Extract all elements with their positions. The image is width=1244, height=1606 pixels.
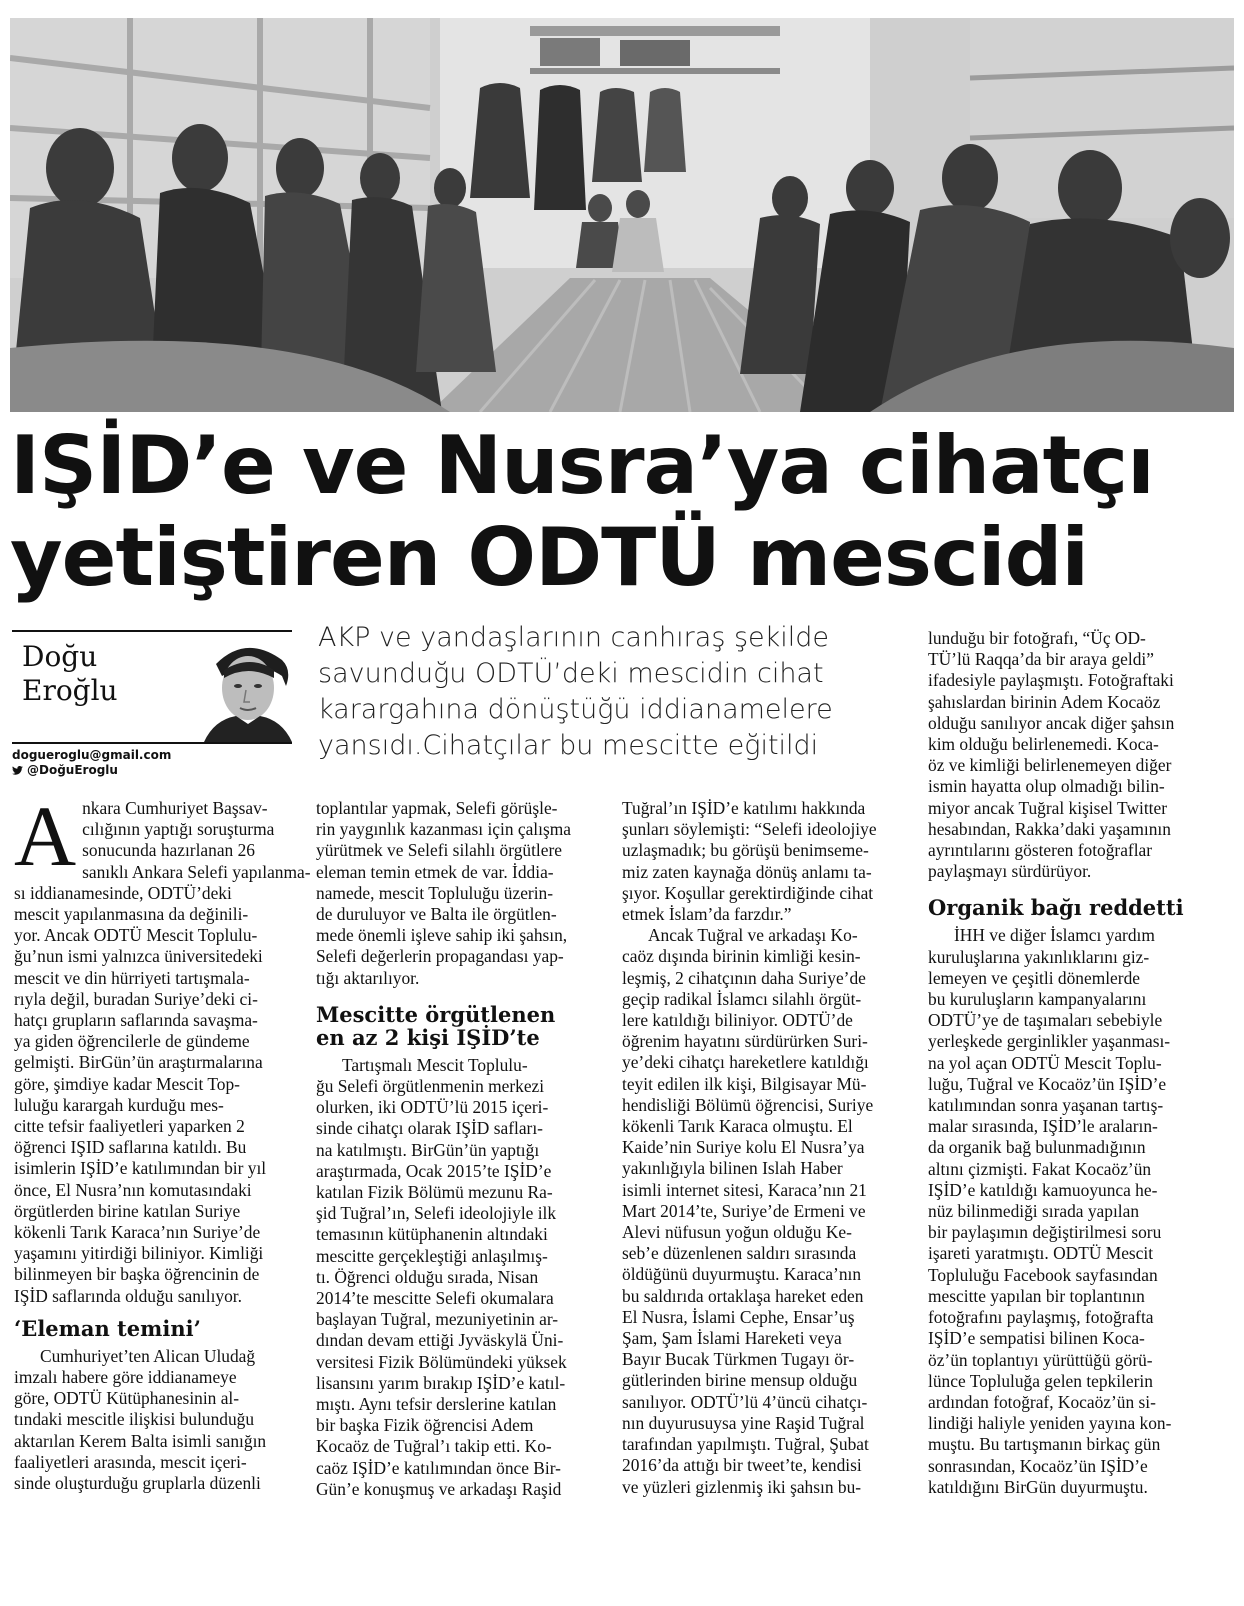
text-line: sonucunda hazırlanan 26 bbox=[82, 840, 255, 861]
text-line: ğu Selefi örgütlenmenin merkezi bbox=[316, 1076, 545, 1097]
text-line: miz zaten kaynağa dönüş anlamı ta- bbox=[622, 861, 872, 882]
text-line: Tuğral’ın IŞİD’e katılımı hakkında bbox=[622, 798, 866, 818]
column-4-body bbox=[928, 628, 1218, 882]
text-line: lemeyen ve çeşitli dönemlerde bbox=[928, 967, 1140, 988]
author-portrait bbox=[196, 634, 300, 742]
byline-rule bbox=[12, 630, 292, 632]
text-line: bir paylaşımın değiştirilmesi soru bbox=[928, 1222, 1162, 1243]
text-line: olurken, iki ODTÜ’lü 2015 içeri- bbox=[316, 1097, 549, 1118]
subhead-organik-bag: Organik bağı reddetti bbox=[928, 895, 1184, 921]
text-line: lunduğu bir fotoğrafı, “Üç OD- bbox=[928, 628, 1146, 648]
text-line: etmek İslam’da farzdır.” bbox=[622, 904, 792, 925]
text-line: örgütlerden birine katılan Suriye bbox=[14, 1200, 241, 1221]
text-line: rin yaygınlık kazanması için çalışma bbox=[316, 819, 571, 840]
text-line: ğu’nun ismi yalnızca üniversitedeki bbox=[14, 946, 263, 967]
subhead-eleman-temini: ‘Eleman temini’ bbox=[14, 1315, 201, 1341]
text-line: Ancak Tuğral ve arkadaşı Ko- bbox=[648, 925, 858, 946]
text-line: 2016’da attığı bir tweet’te, kendisi bbox=[622, 1455, 862, 1476]
text-line: lünce Topluluğa gelen tepkilerin bbox=[928, 1370, 1153, 1391]
text-line: isimli internet sitesi, Karaca’nın 21 bbox=[622, 1179, 867, 1200]
mosque-photo-illustration bbox=[10, 18, 1234, 412]
text-line: muştu. Bu tartışmanın birkaç gün bbox=[928, 1434, 1161, 1455]
text-line: kökenli Tarık Karaca’nın Suriye’de bbox=[14, 1222, 261, 1243]
text-line: TÜ’lü Raqqa’da bir araya geldi” bbox=[928, 649, 1154, 670]
text-line: hatçı grupların saflarında savaşma- bbox=[14, 1010, 258, 1031]
column-2-body-2 bbox=[316, 1055, 602, 1500]
text-line: öz’ün toplantıyı yürüttüğü görü- bbox=[928, 1349, 1153, 1370]
text-line: nın duyurusuysa yine Raşid Tuğral bbox=[622, 1412, 865, 1433]
text-line: tarafından yapılmıştı. Tuğral, Şubat bbox=[622, 1434, 869, 1455]
author-first-name: Doğu bbox=[22, 640, 98, 673]
text-line: tı. Öğrenci olduğu sırada, Nisan bbox=[316, 1266, 539, 1287]
text-line: malar sırasında, IŞİD’le araların- bbox=[928, 1116, 1158, 1137]
text-line: sanıklı Ankara Selefi yapılanma- bbox=[82, 861, 311, 882]
text-line: öğrenim hayatını sürdürürken Suri- bbox=[622, 1031, 868, 1052]
text-line: da organik bağ bulunmadığının bbox=[928, 1137, 1146, 1158]
text-line: mıştı. Aynı tefsir derslerine katılan bbox=[316, 1394, 557, 1415]
text-line: katılımından sonra yaşanan tartış- bbox=[928, 1095, 1164, 1116]
text-line: tındaki mescitle ilişkisi bulunduğu bbox=[14, 1409, 255, 1430]
text-line: yaşamını yitirdiği biliniyor. Kimliği bbox=[14, 1243, 264, 1264]
text-line: nkara Cumhuriyet Başsav- bbox=[82, 798, 268, 818]
text-line: bir başka Fizik öğrencisi Adem bbox=[316, 1415, 534, 1436]
text-line: seb’e düzenlenen saldırı sırasında bbox=[622, 1243, 857, 1264]
text-line: imzalı habere göre iddianameye bbox=[14, 1367, 237, 1388]
text-line: caöz dışında birinin kimliği kesin- bbox=[622, 946, 861, 967]
text-line: Kaide’nin Suriye kolu El Nusra’ya bbox=[622, 1137, 865, 1158]
text-line: rıyla değil, buradan Suriye’deki ci- bbox=[14, 988, 258, 1009]
text-line: sanılıyor. ODTÜ’lü 4’üncü cihatçı- bbox=[622, 1391, 868, 1412]
text-line: ye’deki cihatçı hareketlere katıldığı bbox=[622, 1052, 869, 1073]
column-2-body bbox=[316, 798, 602, 989]
text-line: katıldığını BirGün duyurmuştu. bbox=[928, 1476, 1148, 1497]
text-line: yerleşkede gerginlikler yaşanması- bbox=[928, 1031, 1171, 1052]
text-line: eleman temin etmek de var. İddia- bbox=[316, 861, 554, 882]
text-line: Bayır Bucak Türkmen Tugayı ör- bbox=[622, 1349, 855, 1370]
column-1-body bbox=[14, 861, 311, 1307]
text-line: ayrıntılarını gösteren fotoğraflar bbox=[928, 840, 1153, 861]
deck bbox=[318, 620, 908, 764]
text-line: bilinmeyen bir başka öğrencinin de bbox=[14, 1264, 260, 1285]
author-twitter-line[interactable] bbox=[12, 763, 292, 778]
text-line: hendisliği Bölümü öğrencisi, Suriye bbox=[622, 1094, 874, 1115]
text-line: aktarılan Kerem Balta isimli sanığın bbox=[14, 1430, 267, 1451]
text-line: na yol açan ODTÜ Mescit Toplu- bbox=[928, 1052, 1162, 1073]
text-line: IŞİD’e sempatisi bilinen Koca- bbox=[928, 1328, 1145, 1349]
text-line: teyit edilen ilk kişi, Bilgisayar Mü- bbox=[622, 1073, 867, 1094]
column-4-body-2 bbox=[928, 925, 1218, 1497]
column-2 bbox=[316, 798, 602, 1500]
text-line: Topluluğu Facebook sayfasından bbox=[928, 1264, 1158, 1285]
text-line: leşmiş, 2 cihatçının daha Suriye’de bbox=[622, 967, 866, 988]
deck-line: AKP ve yandaşlarının canhıraş şekilde bbox=[318, 622, 830, 653]
text-line: luğu, Tuğral ve Kocaöz’ün IŞİD’e bbox=[928, 1073, 1167, 1094]
text-line: işareti yaratmıştı. ODTÜ Mescit bbox=[928, 1243, 1154, 1264]
text-line: gütlerinden birine mensup olduğu bbox=[622, 1370, 858, 1391]
text-line: de duruluyor ve Balta ile örgütlen- bbox=[316, 904, 557, 925]
text-line: bu saldırıda ortaklaşa hareket eden bbox=[622, 1285, 864, 1306]
text-line: tığı aktarılıyor. bbox=[316, 967, 420, 988]
text-line: olduğu sanılıyor ancak diğer şahsın bbox=[928, 712, 1175, 733]
mosque-photo bbox=[10, 18, 1234, 412]
text-line: gelmişti. BirGün’ün araştırmalarına bbox=[14, 1052, 263, 1073]
text-line: Mart 2014’te, Suriye’de Ermeni ve bbox=[622, 1200, 866, 1221]
author-email[interactable]: dogueroglu@gmail.com bbox=[12, 748, 172, 762]
text-line: isimlerin IŞİD’e katılımından bir yıl bbox=[14, 1158, 267, 1179]
twitter-icon bbox=[12, 766, 23, 775]
column-3-body bbox=[622, 798, 910, 925]
text-line: IŞİD’e katıldığı kamuoyunca he- bbox=[928, 1179, 1158, 1200]
author-twitter: @DoğuEroglu bbox=[27, 763, 118, 777]
text-line: Kocaöz de Tuğral’ı takip etti. Ko- bbox=[316, 1436, 552, 1457]
text-line: Selefi değerlerin propagandası yap- bbox=[316, 946, 564, 967]
text-line: 2014’te mescitte Selefi okumalara bbox=[316, 1288, 554, 1309]
text-line: Alevi nüfusun yoğun olduğu Ke- bbox=[622, 1222, 852, 1243]
text-line: öldüğünü duyurmuştu. Karaca’nın bbox=[622, 1264, 862, 1285]
text-line: bu kuruluşların kampanyalarını bbox=[928, 989, 1147, 1010]
text-line: sı iddianamesinde, ODTÜ’deki bbox=[14, 882, 232, 903]
text-line: sinde cihatçı olarak IŞİD safları- bbox=[316, 1118, 543, 1139]
text-line: ve yüzleri gizlenmiş iki şahsın bu- bbox=[622, 1476, 862, 1497]
text-line: şunları söylemişti: “Selefi ideolojiye bbox=[622, 819, 877, 840]
text-line: Gün’e konuşmuş ve arkadaşı Raşid bbox=[316, 1478, 562, 1499]
text-line: fotoğrafını paylaşmış, fotoğrafta bbox=[928, 1307, 1154, 1328]
text-line: Tartışmalı Mescit Toplulu- bbox=[342, 1054, 528, 1075]
column-1 bbox=[14, 788, 311, 1494]
text-line: versitesi Fizik Bölümündeki yüksek bbox=[316, 1351, 567, 1372]
text-line: nüz bilinmediği sırada yapılan bbox=[928, 1201, 1140, 1222]
text-line: faaliyetleri arasında, mescit içeri- bbox=[14, 1451, 247, 1472]
deck-line: savunduğu ODTÜ’deki mescidin cihat bbox=[318, 658, 824, 689]
text-line: kuruluşlarına yakınlıklarını giz- bbox=[928, 946, 1150, 967]
author-last-name: Eroğlu bbox=[22, 674, 118, 707]
subhead-mescitte-line-1: Mescitte örgütlenen bbox=[316, 1001, 556, 1027]
column-3 bbox=[622, 798, 910, 1498]
deck-line: yansıdı.Cihatçılar bu mescitte eğitildi bbox=[318, 730, 819, 761]
headline bbox=[10, 420, 1244, 604]
text-line: yürütmek ve Selefi silahlı örgütlere bbox=[316, 840, 562, 861]
text-line: şahıslardan birinin Adem Kocaöz bbox=[928, 691, 1161, 712]
text-line: ardından fotoğraf, Kocaöz’ün si- bbox=[928, 1391, 1156, 1412]
text-line: kökenli Tarık Karaca olmuştu. El bbox=[622, 1116, 853, 1137]
column-4 bbox=[928, 628, 1218, 1498]
text-line: ODTÜ’ye de taşımaları sebebiyle bbox=[928, 1010, 1163, 1031]
text-line: ismin hayatta olup olmadığı bilin- bbox=[928, 776, 1165, 797]
text-line: altını çizmişti. Fakat Kocaöz’ün bbox=[928, 1158, 1152, 1179]
text-line: mede önemli işleve sahip iki şahsın, bbox=[316, 925, 568, 946]
column-3-body-2 bbox=[622, 925, 910, 1497]
text-line: mescitte yapılan bir toplantının bbox=[928, 1285, 1145, 1306]
column-1-body-2 bbox=[14, 1346, 296, 1494]
text-line: paylaşmayı sürdürüyor. bbox=[928, 861, 1092, 882]
text-line: uzlaşmadık; bu görüşü benimseme- bbox=[622, 840, 869, 861]
text-line: miyor ancak Tuğral kişisel Twitter bbox=[928, 797, 1168, 818]
subhead-mescitte-line-2: en az 2 kişi IŞİD’te bbox=[316, 1024, 540, 1050]
text-line: öz ve kimliği belirlenemeyen diğer bbox=[928, 755, 1172, 776]
text-line: şıyor. Koşullar gerektirdiğinde cihat bbox=[622, 882, 874, 903]
text-line: luluğu karargah kurduğu mes- bbox=[14, 1094, 224, 1115]
deck-line: karargahına dönüştüğü iddianamelere bbox=[318, 694, 833, 725]
text-line: temasının kütüphanenin altındaki bbox=[316, 1224, 548, 1245]
text-line: yakınlığıyla bilinen Islah Haber bbox=[622, 1158, 843, 1179]
text-line: lisansını yarım bırakıp IŞİD’e katıl- bbox=[316, 1372, 566, 1393]
text-line: mescitte gerçekleştiği anlaşılmış- bbox=[316, 1245, 548, 1266]
text-line: yor. Ancak ODTÜ Mescit Toplulu- bbox=[14, 925, 258, 946]
text-line: göre, ODTÜ Kütüphanesinin al- bbox=[14, 1388, 240, 1409]
text-line: namede, mescit Topluluğu üzerin- bbox=[316, 882, 554, 903]
text-line: İHH ve diğer İslamcı yardım bbox=[954, 925, 1155, 946]
text-line: katılan Fizik Bölümü mezunu Ra- bbox=[316, 1182, 553, 1203]
text-line: mescit yapılanmasına da değinili- bbox=[14, 904, 249, 925]
text-line: önce, El Nusra’nın komutasındaki bbox=[14, 1179, 252, 1200]
text-line: ifadesiyle paylaşmıştı. Fotoğraftaki bbox=[928, 670, 1174, 691]
author-contact bbox=[12, 742, 292, 778]
text-line: başlayan Tuğral, mezuniyetinin ar- bbox=[316, 1309, 559, 1330]
text-line: toplantılar yapmak, Selefi görüşle- bbox=[316, 798, 558, 818]
text-line: cılığının yaptığı soruşturma bbox=[82, 819, 275, 840]
text-line: kim olduğu belirlenemedi. Koca- bbox=[928, 734, 1159, 755]
text-line: lere katıldığı biliniyor. ODTÜ’de bbox=[622, 1010, 853, 1031]
text-line: şid Tuğral’ın, Selefi ideolojiyle ilk bbox=[316, 1203, 557, 1224]
text-line: Cumhuriyet’ten Alican Uludağ bbox=[40, 1345, 256, 1366]
author-name bbox=[22, 640, 118, 708]
text-line: öğrenci IŞID saflarına katıldı. Bu bbox=[14, 1137, 247, 1158]
byline bbox=[12, 630, 292, 750]
text-line: na katılmıştı. BirGün’ün yaptığı bbox=[316, 1139, 540, 1160]
drop-cap: A bbox=[14, 788, 77, 884]
headline-line-1: IŞİD’e ve Nusra’ya cihatçı bbox=[10, 419, 1154, 512]
text-line: lindiği haliyle yeniden yayına kon- bbox=[928, 1413, 1172, 1434]
text-line: ya giden öğrencilerle de gündeme bbox=[14, 1031, 250, 1052]
text-line: El Nusra, İslami Cephe, Ensar’uş bbox=[622, 1306, 855, 1327]
text-line: geçip radikal İslamcı silahlı örgüt- bbox=[622, 988, 862, 1009]
text-line: dından devam ettiği Jyväskylä Üni- bbox=[316, 1330, 564, 1351]
text-line: araştırmada, Ocak 2015’te IŞİD’e bbox=[316, 1160, 552, 1181]
text-line: hesabından, Rakka’daki yaşamının bbox=[928, 818, 1171, 839]
text-line: citte tefsir faaliyetleri yaparken 2 bbox=[14, 1116, 245, 1137]
text-line: Şam, Şam İslami Hareketi veya bbox=[622, 1328, 842, 1349]
text-line: sinde oluşturduğu gruplarla düzenli bbox=[14, 1473, 261, 1494]
text-line: göre, şimdiye kadar Mescit Top- bbox=[14, 1073, 240, 1094]
text-line: sonrasından, Kocaöz’ün IŞİD’e bbox=[928, 1455, 1148, 1476]
text-line: caöz IŞİD’e katılımından önce Bir- bbox=[316, 1457, 561, 1478]
text-line: IŞİD saflarında olduğu sanılıyor. bbox=[14, 1285, 242, 1306]
headline-line-2: yetiştiren ODTÜ mescidi bbox=[10, 511, 1089, 604]
text-line: mescit ve din hürriyeti tartışmala- bbox=[14, 967, 250, 988]
